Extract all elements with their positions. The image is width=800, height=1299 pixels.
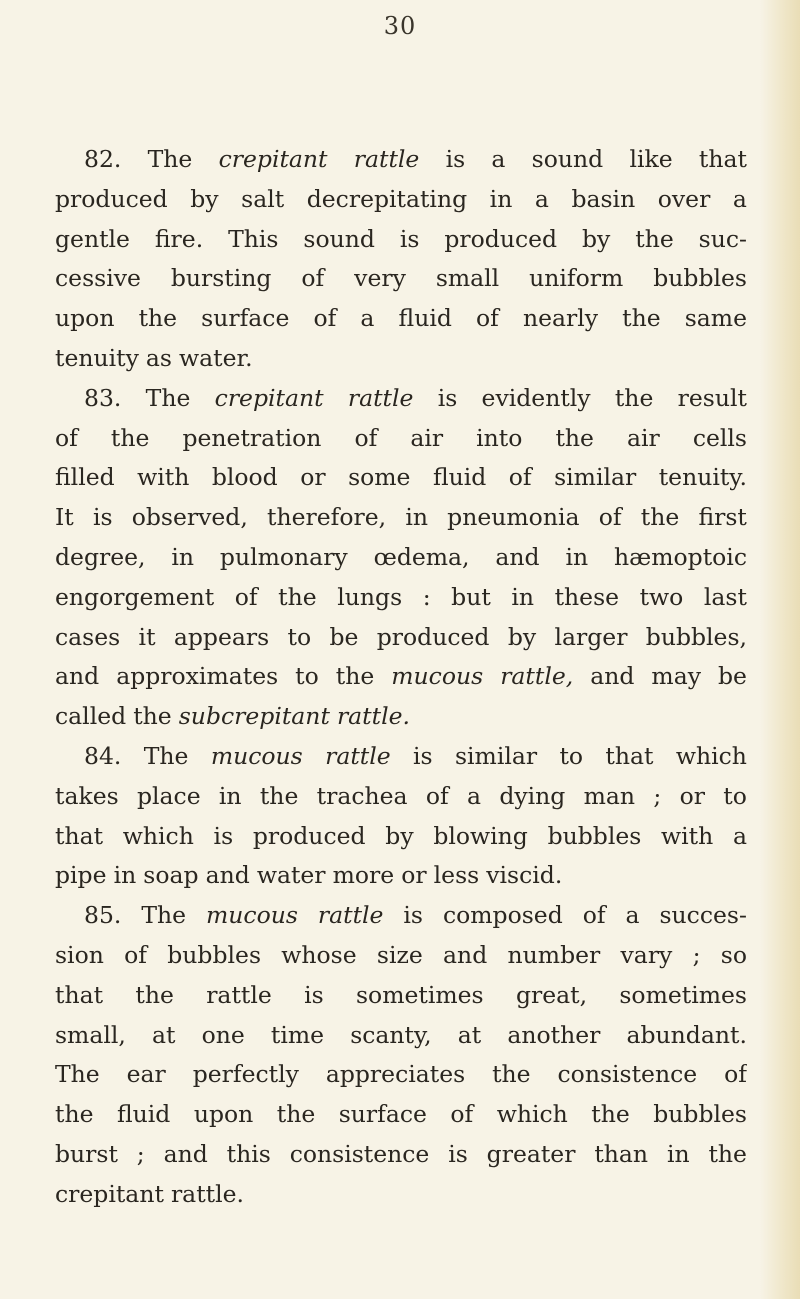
word: in	[666, 1139, 690, 1168]
word: water.	[179, 343, 253, 372]
italic-word: mucous	[391, 662, 484, 691]
word: less	[433, 861, 480, 890]
word: fluid	[116, 1100, 171, 1129]
word: uniform	[529, 264, 624, 293]
italic-word: mucous	[206, 901, 298, 930]
word: basin	[571, 184, 636, 213]
word: number	[507, 940, 601, 969]
word: œdema,	[373, 542, 470, 571]
word: trachea	[316, 781, 408, 810]
word: ;	[136, 1139, 145, 1168]
word: viscid.	[486, 861, 563, 890]
word: blood	[211, 463, 278, 492]
word: the	[622, 304, 661, 333]
word: similar	[454, 741, 538, 770]
word: of	[508, 463, 532, 492]
word: 82.	[84, 145, 122, 173]
word: it	[138, 622, 156, 651]
word: composed	[442, 901, 563, 930]
text-line	[55, 379, 747, 419]
text-line	[55, 777, 747, 817]
word: and	[205, 861, 250, 890]
text-line	[55, 936, 747, 976]
word: called	[55, 702, 127, 731]
word: be	[329, 622, 359, 651]
word: to	[723, 781, 747, 810]
body-text	[55, 140, 747, 1215]
word: is	[92, 503, 113, 532]
word: one	[201, 1020, 245, 1049]
word: sion	[55, 940, 104, 969]
word: by	[190, 184, 219, 213]
italic-word: rattle	[353, 145, 420, 173]
word: The	[143, 741, 189, 770]
word: consistence	[557, 1060, 698, 1089]
text-line	[55, 1016, 747, 1056]
text-line	[55, 737, 747, 777]
word: as	[145, 343, 172, 372]
word: of	[450, 1100, 474, 1129]
word: at	[151, 1020, 176, 1049]
word: to	[559, 741, 584, 770]
word: sound	[531, 145, 604, 173]
text-line	[55, 180, 747, 220]
word: to	[295, 662, 319, 691]
word: engorgement	[55, 582, 215, 611]
word: the	[259, 781, 299, 810]
word: some	[348, 463, 411, 492]
word: time	[270, 1020, 325, 1049]
word: the	[335, 662, 375, 691]
word: bubbles	[653, 1100, 747, 1129]
word: rattle.	[170, 1179, 244, 1208]
word: size	[376, 940, 423, 969]
italic-word: rattle	[347, 383, 414, 412]
word: is	[448, 1139, 468, 1168]
word: nearly	[522, 304, 599, 333]
word: tenuity.	[658, 463, 747, 492]
text-line	[55, 817, 747, 857]
word: small,	[55, 1020, 126, 1049]
text-line	[55, 299, 747, 339]
word: decrepitating	[306, 184, 468, 213]
word: of	[476, 304, 499, 333]
word: that	[698, 145, 747, 173]
word: sometimes	[619, 980, 747, 1009]
word: bubbles	[167, 940, 261, 969]
word: dying	[499, 781, 566, 810]
word: a	[732, 821, 747, 850]
text-line	[55, 657, 747, 697]
word: observed,	[131, 503, 248, 532]
word: last	[703, 582, 747, 611]
word: approximates	[116, 662, 279, 691]
word: tenuity	[55, 343, 139, 372]
word: cells	[692, 423, 747, 452]
word: ear	[126, 1060, 166, 1089]
word: penetration	[182, 423, 322, 452]
word: a	[467, 781, 482, 810]
word: may	[651, 662, 701, 691]
word: of	[124, 940, 147, 969]
word: perfectly	[192, 1060, 299, 1089]
text-line	[55, 578, 747, 618]
word: sometimes	[356, 980, 484, 1009]
word: scanty,	[350, 1020, 432, 1049]
text-line	[55, 1135, 747, 1175]
word: upon	[193, 1100, 254, 1129]
word: the	[591, 1100, 630, 1129]
page-edge-shadow	[760, 0, 800, 1299]
word: in	[565, 542, 589, 571]
word: which	[496, 1100, 568, 1129]
word: and	[495, 542, 540, 571]
word: crepitant	[55, 1179, 164, 1208]
word: bubbles	[653, 264, 747, 293]
word: in	[113, 861, 137, 890]
word: cases	[55, 622, 121, 651]
word: and	[590, 662, 635, 691]
word: the	[276, 1100, 316, 1129]
text-line	[55, 1175, 747, 1215]
word: a	[491, 145, 506, 173]
word: a	[360, 304, 375, 333]
word: pipe	[55, 861, 107, 890]
word: evidently	[481, 383, 591, 412]
word: very	[354, 264, 406, 293]
italic-word: rattle.	[336, 702, 410, 731]
word: air	[410, 423, 444, 452]
word: cessive	[55, 264, 141, 293]
word: produced	[55, 184, 168, 213]
italic-word: rattle	[325, 741, 391, 770]
word: the	[110, 423, 150, 452]
word: but	[451, 582, 491, 611]
word: over	[657, 184, 711, 213]
word: the	[138, 304, 178, 333]
word: in	[218, 781, 242, 810]
word: of	[724, 1060, 747, 1089]
text-line	[55, 976, 747, 1016]
italic-word: subcrepitant	[178, 702, 330, 731]
word: bubbles	[547, 821, 642, 850]
word: place	[136, 781, 201, 810]
word: of	[301, 264, 325, 293]
word: at	[457, 1020, 482, 1049]
italic-word: crepitant	[218, 145, 328, 173]
text-line	[55, 498, 747, 538]
word: so	[720, 940, 747, 969]
word: blowing	[433, 821, 528, 850]
word: The	[55, 1060, 100, 1089]
word: appreciates	[325, 1060, 466, 1089]
word: is	[413, 741, 433, 770]
word: It	[55, 503, 74, 532]
word: lungs	[337, 582, 403, 611]
word: which	[122, 821, 194, 850]
word: The	[147, 145, 193, 173]
text-line	[55, 538, 747, 578]
text-line	[55, 856, 747, 896]
word: bubbles,	[645, 622, 747, 651]
word: ;	[692, 940, 701, 969]
word: produced	[376, 622, 490, 651]
word: produced	[252, 821, 366, 850]
word: produced	[444, 224, 558, 253]
word: degree,	[55, 542, 146, 571]
word: in	[511, 582, 535, 611]
word: :	[422, 582, 431, 611]
word: surface	[338, 1100, 427, 1129]
word: bursting	[170, 264, 272, 293]
word: which	[675, 741, 747, 770]
word: surface	[201, 304, 290, 333]
word: two	[639, 582, 684, 611]
text-line	[55, 896, 747, 936]
word: rattle	[206, 980, 272, 1009]
word: 83.	[84, 383, 122, 412]
word: is	[445, 145, 466, 173]
word: 85.	[84, 901, 122, 930]
word: and	[55, 662, 100, 691]
word: 84.	[84, 741, 122, 770]
word: The	[145, 383, 191, 412]
word: that	[55, 980, 104, 1009]
word: greater	[486, 1139, 576, 1168]
word: of	[313, 304, 337, 333]
word: in	[171, 542, 195, 571]
word: and	[163, 1139, 208, 1168]
word: The	[141, 901, 187, 930]
word: whose	[281, 940, 357, 969]
word: of	[582, 901, 606, 930]
word: into	[476, 423, 523, 452]
text-line	[55, 259, 747, 299]
word: fluid	[398, 304, 452, 333]
text-line	[55, 339, 747, 379]
word: the	[278, 582, 317, 611]
word: abundant.	[626, 1020, 747, 1049]
word: great,	[515, 980, 588, 1009]
word: these	[554, 582, 620, 611]
word: in	[489, 184, 513, 213]
word: salt	[241, 184, 285, 213]
page-number: 30	[383, 12, 417, 40]
word: is	[403, 901, 423, 930]
word: in	[405, 503, 428, 532]
word: a	[732, 184, 747, 213]
italic-word: rattle	[317, 901, 384, 930]
word: by	[582, 224, 611, 253]
word: small	[435, 264, 500, 293]
italic-word: mucous	[210, 741, 303, 770]
word: filled	[55, 463, 115, 492]
word: the	[135, 980, 174, 1009]
word: of	[55, 423, 78, 452]
word: this	[226, 1139, 271, 1168]
word: appears	[173, 622, 270, 651]
text-line	[55, 697, 747, 737]
word: same	[684, 304, 747, 333]
word: air	[627, 423, 660, 452]
word: burst	[55, 1139, 118, 1168]
word: of	[598, 503, 622, 532]
italic-word: rattle,	[500, 662, 574, 691]
word: is	[213, 821, 234, 850]
word: gentle	[55, 224, 130, 253]
text-line	[55, 419, 747, 459]
word: of	[425, 781, 449, 810]
word: the	[133, 702, 172, 731]
word: the	[492, 1060, 531, 1089]
word: than	[594, 1139, 649, 1168]
word: hæmoptoic	[614, 542, 747, 571]
word: and	[443, 940, 488, 969]
word: first	[698, 503, 747, 532]
word: sound	[303, 224, 375, 253]
word: takes	[55, 781, 119, 810]
word: fluid	[432, 463, 487, 492]
word: the	[555, 423, 594, 452]
word: is	[399, 224, 420, 253]
word: more	[332, 861, 395, 890]
word: fire.	[154, 224, 204, 253]
word: therefore,	[267, 503, 387, 532]
word: a	[534, 184, 549, 213]
word: to	[287, 622, 312, 651]
word: the	[55, 1100, 94, 1129]
word: that	[55, 821, 104, 850]
word: suc-	[698, 224, 747, 253]
word: be	[718, 662, 747, 691]
word: with	[661, 821, 714, 850]
word: larger	[554, 622, 628, 651]
word: of	[234, 582, 258, 611]
word: of	[354, 423, 378, 452]
word: water	[256, 861, 326, 890]
word: soap	[143, 861, 199, 890]
word: man	[583, 781, 636, 810]
word: by	[385, 821, 414, 850]
text-line	[55, 458, 747, 498]
word: result	[677, 383, 747, 412]
word: is	[304, 980, 324, 1009]
word: the	[640, 503, 680, 532]
text-line	[55, 140, 747, 180]
text-line	[55, 618, 747, 658]
italic-word: crepitant	[214, 383, 324, 412]
word: vary	[620, 940, 673, 969]
word: upon	[55, 304, 115, 333]
word: or	[300, 463, 326, 492]
word: similar	[554, 463, 637, 492]
text-line	[55, 1095, 747, 1135]
word: This	[228, 224, 279, 253]
word: or	[401, 861, 427, 890]
word: or	[679, 781, 705, 810]
word: with	[137, 463, 190, 492]
word: pneumonia	[447, 503, 580, 532]
word: a	[625, 901, 640, 930]
word: the	[614, 383, 654, 412]
word: the	[708, 1139, 747, 1168]
word: pulmonary	[219, 542, 348, 571]
word: is	[437, 383, 458, 412]
word: consistence	[289, 1139, 430, 1168]
word: the	[635, 224, 674, 253]
word: like	[629, 145, 673, 173]
word: succes-	[659, 901, 747, 930]
text-line	[55, 1055, 747, 1095]
word: by	[507, 622, 537, 651]
word: another	[507, 1020, 601, 1049]
text-line	[55, 220, 747, 260]
word: ;	[653, 781, 662, 810]
word: that	[605, 741, 654, 770]
